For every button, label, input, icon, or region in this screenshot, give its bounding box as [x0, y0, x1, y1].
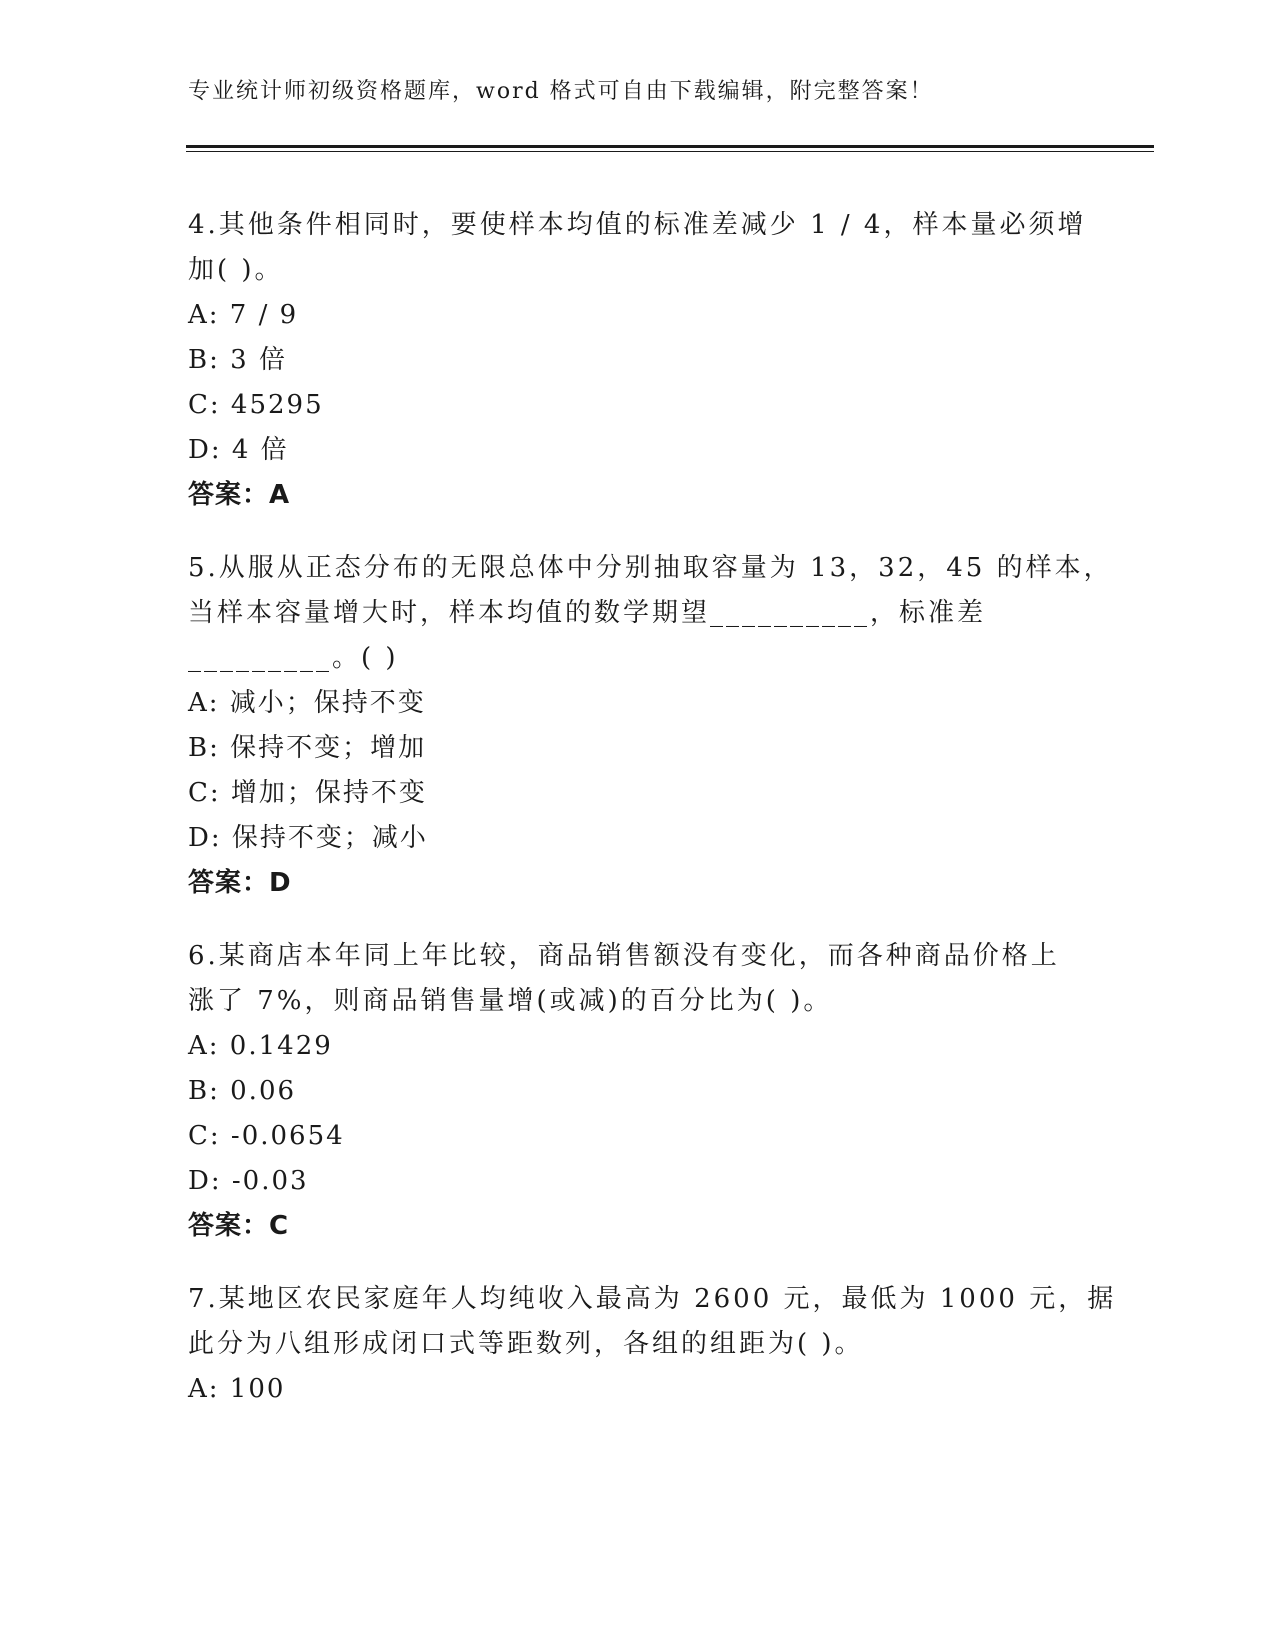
option-c: C: 45295 — [188, 390, 324, 420]
question-4 — [188, 203, 1088, 518]
question-text-line: 4.其他条件相同时，要使样本均值的标准差减少 1 / 4，样本量必须增 — [188, 210, 1087, 240]
question-text-line: 当样本容量增大时，样本均值的数学期望__________，标准差 — [188, 598, 987, 628]
question-text-line: 加( )。 — [188, 255, 284, 285]
option-d: D: 保持不变；减小 — [188, 823, 428, 853]
option-a: A: 0.1429 — [188, 1031, 333, 1061]
option-d: D: 4 倍 — [188, 435, 289, 465]
answer: 答案：A — [188, 480, 291, 510]
question-text-line: 涨了 7%，则商品销售量增(或减)的百分比为( )。 — [188, 986, 833, 1016]
page-header: 专业统计师初级资格题库，word 格式可自由下载编辑，附完整答案！ — [188, 79, 934, 104]
question-5 — [188, 546, 1113, 906]
question-7 — [188, 1277, 1117, 1412]
header-rule-thick — [186, 145, 1154, 148]
option-b: B: 保持不变；增加 — [188, 733, 427, 763]
question-text-line: 此分为八组形成闭口式等距数列，各组的组距为( )。 — [188, 1329, 864, 1359]
option-a: A: 7 / 9 — [188, 300, 299, 330]
question-text-line: _________。( ) — [188, 643, 399, 673]
question-list — [188, 203, 1117, 1440]
answer: 答案：C — [188, 1211, 290, 1241]
question-text-line: 5.从服从正态分布的无限总体中分别抽取容量为 13，32，45 的样本， — [188, 553, 1113, 583]
question-text-line: 6.某商店本年同上年比较，商品销售额没有变化，而各种商品价格上 — [188, 941, 1060, 971]
question-6 — [188, 934, 1088, 1249]
option-a: A: 100 — [188, 1374, 286, 1404]
question-text-line: 7.某地区农民家庭年人均纯收入最高为 2600 元，最低为 1000 元，据 — [188, 1284, 1117, 1314]
option-c: C: -0.0654 — [188, 1121, 345, 1151]
option-d: D: -0.03 — [188, 1166, 309, 1196]
option-a: A: 减小；保持不变 — [188, 688, 426, 718]
option-c: C: 增加；保持不变 — [188, 778, 427, 808]
option-b: B: 0.06 — [188, 1076, 297, 1106]
option-b: B: 3 倍 — [188, 345, 287, 375]
header-rule-thin — [186, 151, 1154, 152]
answer: 答案：D — [188, 868, 292, 898]
